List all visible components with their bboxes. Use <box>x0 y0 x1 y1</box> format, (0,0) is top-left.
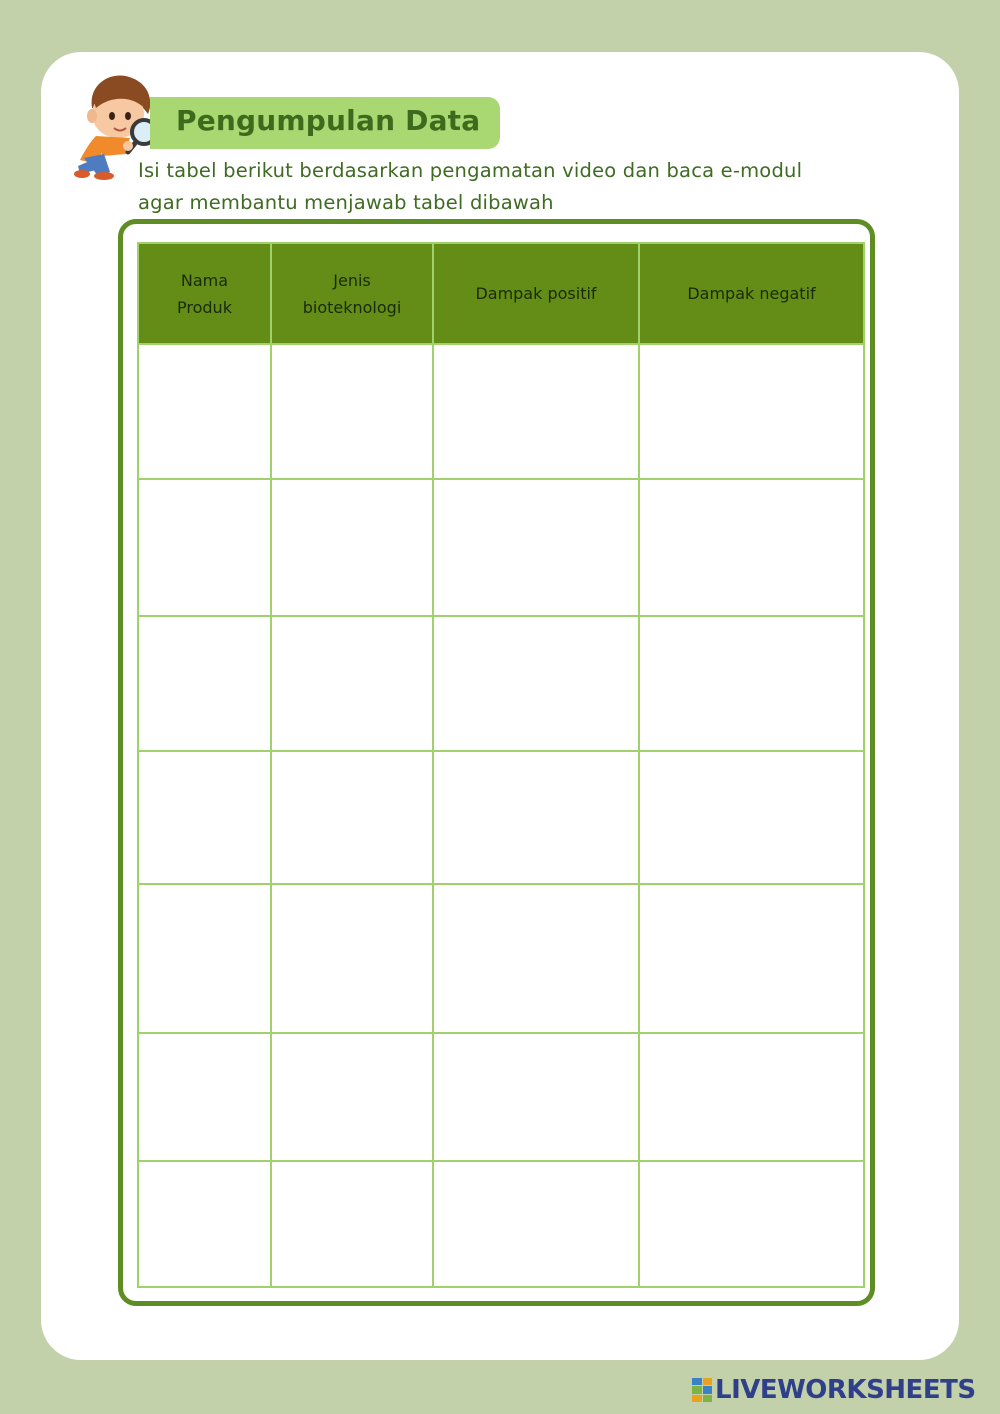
page-title: Pengumpulan Data <box>176 104 481 137</box>
answer-cell[interactable] <box>271 884 433 1033</box>
instructions-line-2: agar membantu menjawab tabel dibawah <box>138 191 554 214</box>
answer-cell[interactable] <box>138 616 271 751</box>
column-header-dampak-positif <box>433 243 639 344</box>
header-text: Produk <box>177 297 232 317</box>
answer-cell[interactable] <box>271 344 433 479</box>
table-row <box>138 616 864 751</box>
table-row <box>138 1033 864 1161</box>
logo-text: LIVEWORKSHEETS <box>715 1375 976 1405</box>
table-header-row <box>138 243 864 344</box>
answer-cell[interactable] <box>433 344 639 479</box>
table-row <box>138 479 864 616</box>
header-text: bioteknologi <box>302 297 402 317</box>
table-row <box>138 344 864 479</box>
answer-cell[interactable] <box>271 751 433 884</box>
instructions-line-1: Isi tabel berikut berdasarkan pengamatan video dan baca e-modul <box>138 159 803 182</box>
header-text: Dampak positif <box>475 284 597 303</box>
liveworksheets-logo[interactable] <box>692 1375 976 1405</box>
table-row <box>138 1161 864 1287</box>
header-text: Nama <box>180 270 229 290</box>
table-row <box>138 751 864 884</box>
column-header-dampak-negatif <box>639 243 864 344</box>
column-header-nama-produk <box>138 243 271 344</box>
answer-cell[interactable] <box>271 616 433 751</box>
liveworksheets-logo-icon <box>692 1378 712 1402</box>
answer-cell[interactable] <box>639 751 864 884</box>
answer-cell[interactable] <box>433 1161 639 1287</box>
column-header-jenis-bioteknologi <box>271 243 433 344</box>
header-text: Jenis <box>333 270 371 290</box>
answer-cell[interactable] <box>271 1161 433 1287</box>
answer-cell[interactable] <box>433 1033 639 1161</box>
answer-cell[interactable] <box>433 751 639 884</box>
header-text: Dampak negatif <box>687 284 816 303</box>
instructions-text <box>138 155 898 219</box>
answer-cell[interactable] <box>271 479 433 616</box>
answer-cell[interactable] <box>433 884 639 1033</box>
answer-cell[interactable] <box>433 616 639 751</box>
answer-cell[interactable] <box>639 479 864 616</box>
answer-cell[interactable] <box>138 1033 271 1161</box>
answer-cell[interactable] <box>138 479 271 616</box>
answer-cell[interactable] <box>639 344 864 479</box>
answer-cell[interactable] <box>138 884 271 1033</box>
answer-cell[interactable] <box>138 751 271 884</box>
answer-cell[interactable] <box>271 1033 433 1161</box>
answer-cell[interactable] <box>639 1033 864 1161</box>
answer-cell[interactable] <box>433 479 639 616</box>
answer-cell[interactable] <box>639 616 864 751</box>
answer-cell[interactable] <box>138 1161 271 1287</box>
answer-cell[interactable] <box>639 1161 864 1287</box>
data-collection-table <box>137 242 865 1288</box>
table-row <box>138 884 864 1033</box>
answer-cell[interactable] <box>138 344 271 479</box>
answer-cell[interactable] <box>639 884 864 1033</box>
